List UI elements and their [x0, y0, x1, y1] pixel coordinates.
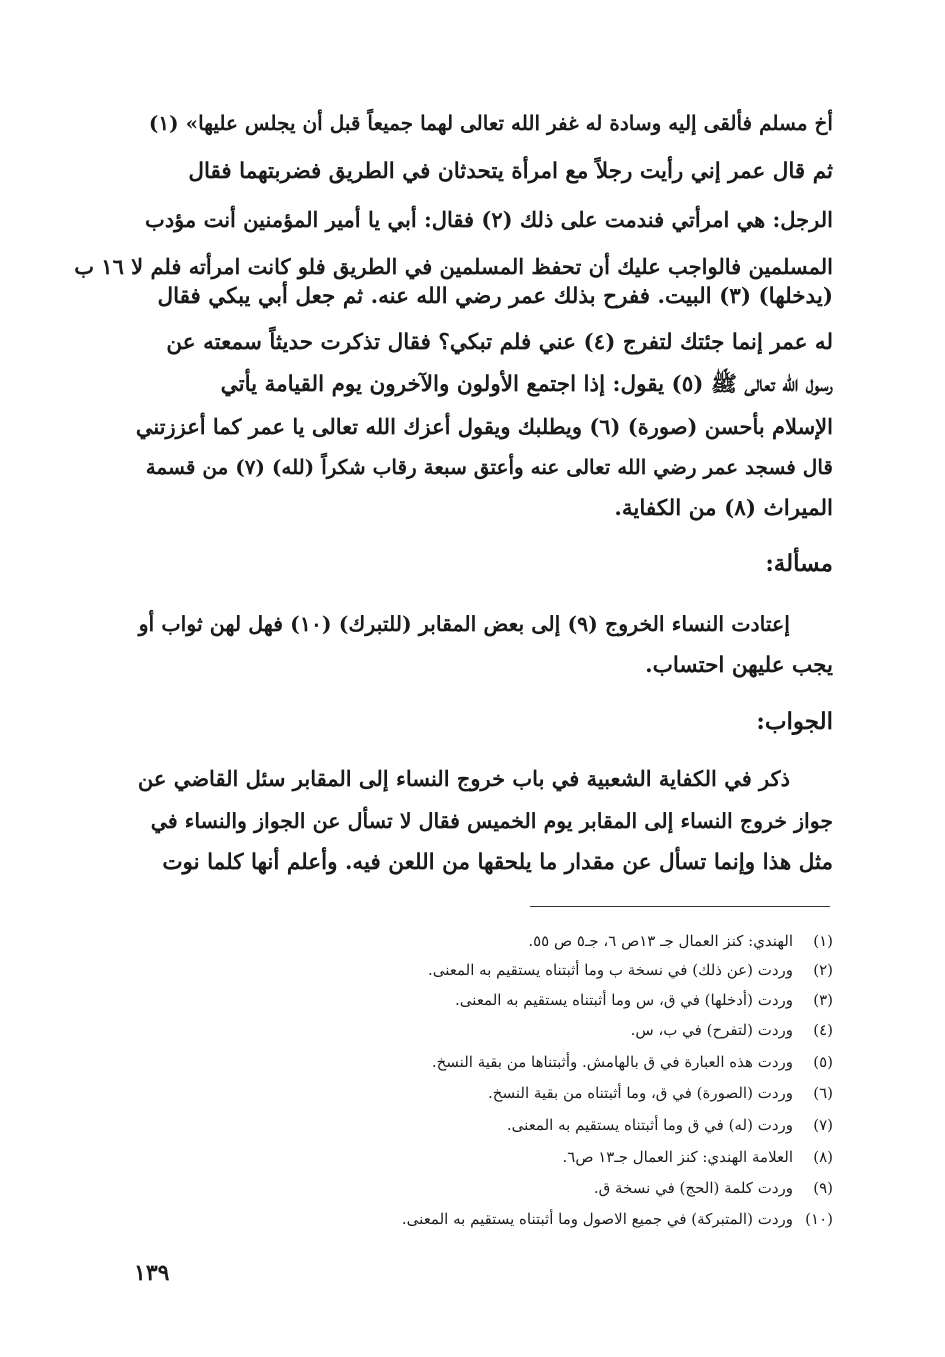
- footnote-text: وردت كلمة (الحج) في نسخة ق.: [593, 1179, 793, 1197]
- body-line-8: الإسلام بأحسن (صورة) (٦) ويطلبك ويقول أعزك الله تعالى يا عمر كما أعززتني: [135, 414, 833, 439]
- body-line-5: (يدخلها) (٣) البيت. ففرح بذلك عمر رضي الله عنه. ثم جعل أبي يبكي فقال: [157, 284, 833, 309]
- footnote-text: العلامة الهندي: كنز العمال جـ١٣ ص٦.: [562, 1148, 793, 1166]
- footnote-number: (٢): [813, 961, 833, 979]
- body-line-10: الميراث (٨) من الكفاية.: [614, 496, 833, 521]
- footnote-text: وردت (له) في ق وما أثبتناه يستقيم به المعنى.: [506, 1116, 793, 1134]
- footnote-number: (٤): [813, 1021, 833, 1039]
- footnote-text: وردت هذه العبارة في ق بالهامش. وأثبتناها من بقية النسخ.: [431, 1053, 793, 1071]
- footnote-5: [200, 1052, 833, 1072]
- footnote-number: (٧): [813, 1116, 833, 1134]
- footnote-8: [200, 1147, 833, 1167]
- footnote-text: وردت (لتفرح) في ب، س.: [630, 1021, 793, 1039]
- footnote-text: الهندي: كنز العمال جـ ١٣ص ٦، جـ٥ ص ٥٥.: [528, 932, 793, 950]
- footnote-text: وردت (الصورة) في ق، وما أثبتناه من بقية النسخ.: [488, 1084, 793, 1102]
- answer-heading: الجواب:: [756, 708, 833, 735]
- footnote-text: وردت (المتبركة) في جميع الاصول وما أثبتناه يستقيم به المعنى.: [401, 1210, 793, 1228]
- body-line-2: ثم قال عمر إني رأيت رجلاً مع امرأة يتحدثان في الطريق فضربتهما فقال: [188, 159, 833, 184]
- answer-line-3: مثل هذا وإنما تسأل عن مقدار ما يلحقها من اللعن فيه. وأعلم أنها كلما نوت: [162, 850, 833, 875]
- body-line-7: رسول الله تعالى ﷺ (٥) يقول: إذا اجتمع الأولون والآخرون يوم القيامة يأتي: [220, 372, 833, 397]
- footnote-number: (٩): [813, 1179, 833, 1197]
- footnote-number: (٣): [813, 991, 833, 1009]
- footnote-separator: [530, 906, 830, 907]
- body-line-1: أخ مسلم فألقى إليه وسادة له غفر الله تعالى لهما جميعاً قبل أن يجلس عليها» (١): [148, 111, 833, 135]
- footnote-6: [200, 1083, 833, 1103]
- footnote-text: وردت (أدخلها) في ق، س وما أثبتناه يستقيم به المعنى.: [455, 991, 793, 1009]
- footnote-number: (٨): [813, 1148, 833, 1166]
- question-heading: مسألة:: [765, 550, 833, 577]
- footnote-number: (٦): [813, 1084, 833, 1102]
- footnote-2: [200, 960, 833, 980]
- footnote-number: (١): [813, 932, 833, 950]
- footnote-4: [200, 1020, 833, 1040]
- footnote-10: [200, 1209, 833, 1229]
- footnote-9: [200, 1178, 833, 1198]
- footnote-text: وردت (عن ذلك) في نسخة ب وما أثبتناه يستقيم به المعنى.: [427, 961, 793, 979]
- body-line-9: قال فسجد عمر رضي الله تعالى عنه وأعتق سبعة رقاب شكراً (لله) (٧) من قسمة: [145, 455, 833, 479]
- footnote-number: (١٠): [805, 1210, 833, 1228]
- body-line-4: المسلمين فالواجب عليك أن تحفظ المسلمين في الطريق فلو كانت امرأته فلم لا ١٦ ب: [74, 254, 833, 279]
- footnote-3: [200, 990, 833, 1010]
- answer-line-1: ذكر في الكفاية الشعبية في باب خروج النساء إلى المقابر سئل القاضي عن: [137, 766, 790, 791]
- body-line-6: له عمر إنما جئتك لتفرج (٤) عني فلم تبكي؟ فقال تذكرت حديثاً سمعته عن: [166, 330, 833, 355]
- page-number: ١٣٩: [134, 1260, 170, 1286]
- footnote-7: [200, 1115, 833, 1135]
- question-line-2: يجب عليهن احتساب.: [645, 653, 833, 678]
- question-line-1: إعتادت النساء الخروج (٩) إلى بعض المقابر (للتبرك) (١٠) فهل لهن ثواب أو: [138, 612, 790, 636]
- body-line-3: الرجل: هي امرأتي فندمت على ذلك (٢) فقال: أبي يا أمير المؤمنين أنت مؤدب: [145, 207, 833, 232]
- answer-line-2: جواز خروج النساء إلى المقابر يوم الخميس فقال لا تسأل عن الجواز والنساء في: [150, 809, 833, 833]
- footnote-1: [200, 931, 833, 951]
- footnote-number: (٥): [813, 1053, 833, 1071]
